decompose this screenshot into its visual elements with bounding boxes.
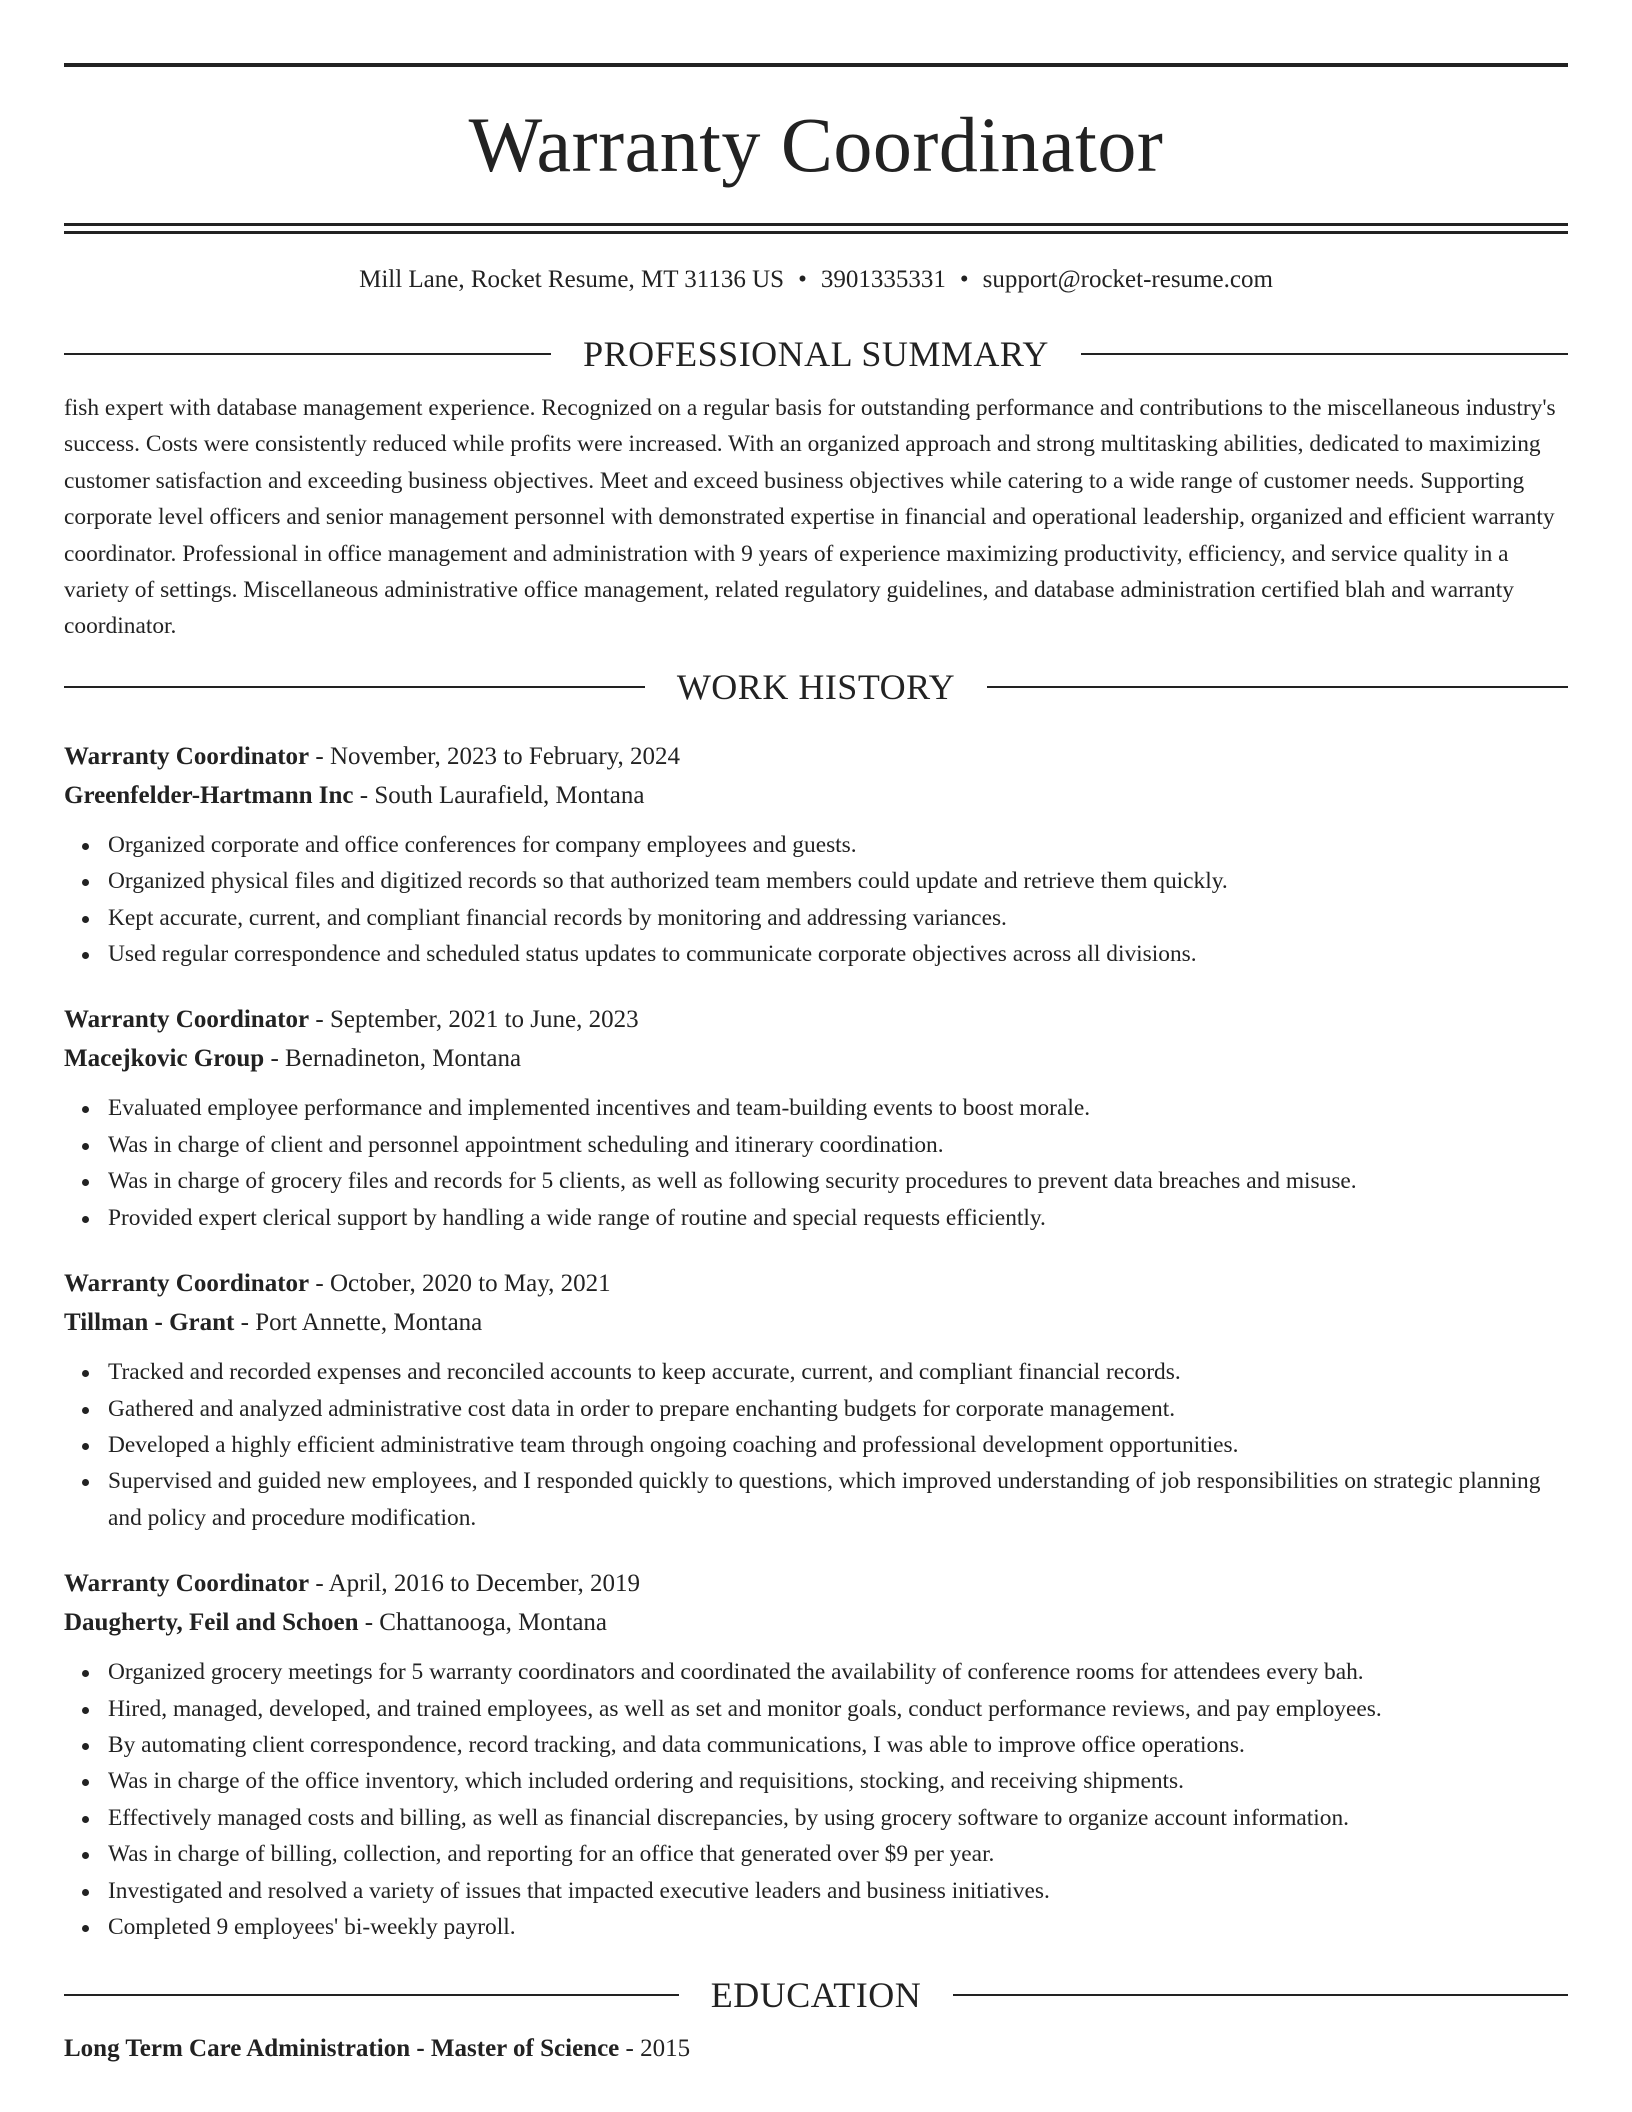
job-bullet: Was in charge of grocery files and records for 5 clients, as well as following security procedures to prevent data breaches and misuse. [108,1163,1568,1199]
heading-rule-right [1081,353,1568,355]
contact-phone: 3901335331 [820,266,946,293]
job-company: Macejkovic Group [64,1045,265,1073]
job-bullet: Investigated and resolved a variety of issues that impacted executive leaders and business initiatives. [108,1873,1568,1909]
job-location: - Port Annette, Montana [234,1309,483,1337]
heading-rule-right [953,1994,1568,1996]
education-degree: Long Term Care Administration - Master of Science [64,2035,620,2063]
contact-separator: • [959,266,969,293]
job-bullet: Gathered and analyzed administrative cost data in order to prepare enchanting budgets for corporate management. [108,1391,1568,1427]
job-bullet: Effectively managed costs and billing, as well as financial discrepancies, by using grocery software to organize account information. [108,1800,1568,1836]
job-bullet: Organized corporate and office conferences for company employees and guests. [108,827,1568,863]
job-location: - Bernadineton, Montana [264,1045,522,1073]
job-entry [64,737,1568,973]
work-heading-text: WORK HISTORY [676,666,956,707]
job-title-line [64,1564,1568,1603]
summary-section-heading [64,332,1568,376]
job-title: Warranty Coordinator [64,1270,310,1298]
job-bullet: Organized grocery meetings for 5 warranty coordinators and coordinated the availability of conference rooms for attendees every bah. [108,1654,1568,1690]
heading-rule-left [64,1994,679,1996]
job-bullet: Was in charge of billing, collection, and reporting for an office that generated over $9 per year. [108,1836,1568,1872]
job-bullet: Developed a highly efficient administrative team through ongoing coaching and professional development opportunities. [108,1427,1568,1463]
heading-rule-left [64,353,551,355]
job-company: Daugherty, Feil and Schoen [64,1609,359,1637]
job-company-line [64,1303,1568,1342]
job-bullets [64,1654,1568,1945]
job-company-line [64,1039,1568,1078]
job-entry [64,1264,1568,1536]
job-dates: - November, 2023 to February, 2024 [309,742,681,770]
job-company: Greenfelder-Hartmann Inc [64,781,354,809]
job-bullet: Was in charge of client and personnel appointment scheduling and itinerary coordination. [108,1127,1568,1163]
contact-address: Mill Lane, Rocket Resume, MT 31136 US [359,266,785,293]
job-bullet: By automating client correspondence, record tracking, and data communications, I was able to improve office operations. [108,1727,1568,1763]
job-location: - Chattanooga, Montana [358,1609,608,1637]
job-bullet: Used regular correspondence and scheduled status updates to communicate corporate objectives across all divisions. [108,936,1568,972]
job-bullet: Was in charge of the office inventory, which included ordering and requisitions, stocking, and receiving shipments. [108,1763,1568,1799]
education-entry [64,2029,1568,2068]
resume-name: Warranty Coordinator [468,101,1164,188]
contact-separator: • [798,266,807,293]
job-location: - South Laurafield, Montana [353,781,645,809]
job-dates: - October, 2020 to May, 2021 [309,1270,611,1298]
contact-email: support@rocket-resume.com [982,266,1273,293]
job-bullet: Tracked and recorded expenses and reconciled accounts to keep accurate, current, and compliant financial records. [108,1354,1568,1390]
heading-rule-left [64,686,645,688]
job-bullets [64,827,1568,973]
job-title: Warranty Coordinator [64,742,310,770]
job-dates: - April, 2016 to December, 2019 [309,1570,640,1598]
job-bullet: Supervised and guided new employees, and I responded quickly to questions, which improved understanding of job responsibilities on strategic planning and policy and procedure modification. [108,1463,1568,1536]
header-double-rule [64,223,1568,234]
job-title: Warranty Coordinator [64,1006,310,1034]
job-bullet: Organized physical files and digitized records so that authorized team members could update and retrieve them quickly. [108,863,1568,899]
education-year: - 2015 [619,2035,691,2063]
education-section-heading [64,1973,1568,2017]
job-bullet: Completed 9 employees' bi-weekly payroll. [108,1909,1568,1945]
work-section-heading [64,665,1568,709]
education-heading-text: EDUCATION [710,1975,922,2016]
job-company-line [64,1603,1568,1642]
job-bullets [64,1354,1568,1536]
job-bullet: Provided expert clerical support by handling a wide range of routine and special requests efficiently. [108,1200,1568,1236]
job-bullet: Kept accurate, current, and compliant financial records by monitoring and addressing variances. [108,900,1568,936]
job-entry [64,1000,1568,1236]
resume-page [64,0,1568,2068]
job-entry [64,1564,1568,1945]
job-title-line [64,1000,1568,1039]
job-company-line [64,776,1568,815]
job-bullet: Hired, managed, developed, and trained employees, as well as set and monitor goals, conduct performance reviews, and pay employees. [108,1691,1568,1727]
job-title-line [64,737,1568,776]
job-company: Tillman - Grant [64,1309,235,1337]
job-dates: - September, 2021 to June, 2023 [309,1006,639,1034]
summary-heading-text: PROFESSIONAL SUMMARY [583,334,1049,374]
heading-rule-right [987,686,1568,688]
job-title-line [64,1264,1568,1303]
summary-text: fish expert with database management experience. Recognized on a regular basis for outstanding performance and contributions to the miscellaneous industry's success. Costs were consistently reduced while profits were increased. With an organized approach and strong multitasking abilities, dedicated to maximizing customer satisfaction and exceeding business objectives. Meet and exceed business objectives while catering to a wide range of customer needs. Supporting corporate level officers and senior management personnel with demonstrated expertise in financial and operational leadership, organized and efficient warranty coordinator. Professional in office management and administration with 9 years of experience maximizing productivity, efficiency, and service quality in a variety of settings. Miscellaneous administrative office management, related regulatory guidelines, and database administration certified blah and warranty coordinator. [64,395,1556,640]
job-title: Warranty Coordinator [64,1570,310,1598]
contact-line [64,264,1568,296]
header-top-rule [64,63,1568,67]
job-bullet: Evaluated employee performance and implemented incentives and team-building events to boost morale. [108,1090,1568,1126]
job-bullets [64,1090,1568,1236]
